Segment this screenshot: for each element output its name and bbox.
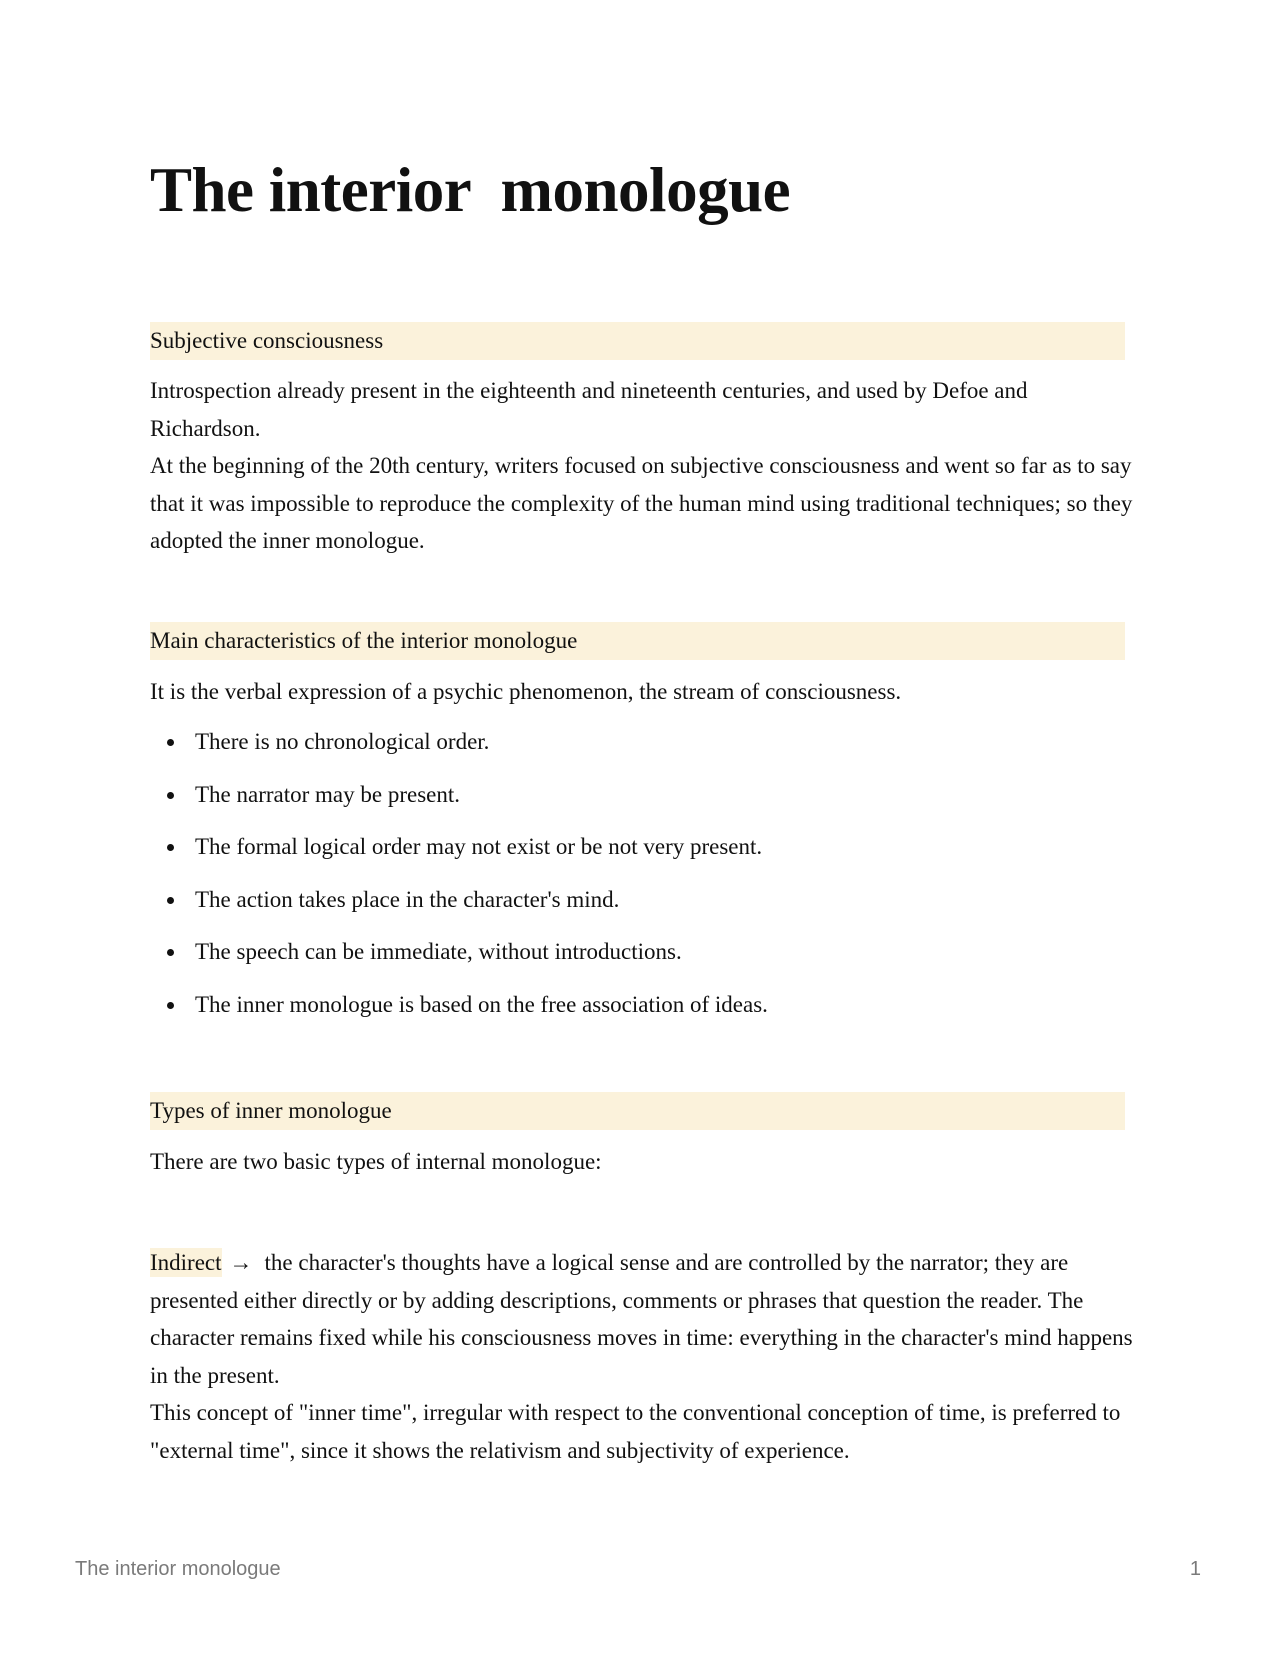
footer-title: The interior monologue: [75, 1558, 281, 1580]
list-item-text: The inner monologue is based on the free association of ideas.: [195, 991, 768, 1017]
paragraph-introspection: Introspection already present in the eighteenth and nineteenth centuries, and used by Defoe and Richardson.: [150, 378, 1028, 441]
bullet-icon: [167, 792, 174, 799]
list-item-text: There is no chronological order.: [195, 729, 490, 754]
section-heading-main-characteristics: Main characteristics of the interior monologue: [150, 622, 1125, 660]
page-number: 1: [1189, 1558, 1201, 1580]
list-item-text: The formal logical order may not exist or be not very present.: [195, 834, 763, 859]
bullet-icon: [167, 739, 174, 746]
paragraph-indirect: [150, 1244, 1135, 1394]
right-arrow-icon: →: [229, 1250, 253, 1275]
indirect-term: Indirect: [150, 1250, 222, 1275]
bullet-icon: [167, 949, 174, 956]
list-item-text: The speech can be immediate, without introductions.: [195, 939, 682, 964]
list-item-text: The narrator may be present.: [195, 781, 461, 807]
list-item: [150, 780, 1125, 833]
section-heading-types: Types of inner monologue: [150, 1092, 1125, 1130]
bullet-icon: [167, 1002, 174, 1009]
list-item: [150, 727, 1125, 780]
list-item: [150, 937, 1125, 990]
paragraph-inner-time: This concept of "inner time", irregular with respect to the conventional conception of time, is preferred to "external time", since it shows the relativism and subjectivity of experience.: [150, 1400, 1121, 1463]
bullet-icon: [167, 844, 174, 851]
indirect-description: the character's thoughts have a logical sense and are controlled by the narrator; they are presented either directly or by adding descriptions, comments or phrases that question the reader. The character remains fixed while his consciousness moves in time: everything in the character's mind happens in the present.: [150, 1250, 1133, 1388]
page-title: The interior monologue: [150, 155, 791, 225]
paragraph-verbal-expression: It is the verbal expression of a psychic phenomenon, the stream of consciousness.: [150, 679, 902, 704]
paragraph-twentieth-century: At the beginning of the 20th century, writers focused on subjective consciousness and went so far as to say that it was impossible to reproduce the complexity of the human mind using traditional techniques; so they adopted the inner monologue.: [150, 453, 1133, 553]
characteristics-list: [150, 727, 1125, 1042]
section-heading-subjective-consciousness: Subjective consciousness: [150, 322, 1125, 360]
list-item-text: The action takes place in the character's mind.: [195, 886, 620, 912]
list-item: [150, 832, 1125, 885]
bullet-icon: [167, 897, 174, 904]
list-item: [150, 990, 1125, 1043]
list-item: [150, 885, 1125, 938]
paragraph-two-types: There are two basic types of internal monologue:: [150, 1149, 602, 1174]
